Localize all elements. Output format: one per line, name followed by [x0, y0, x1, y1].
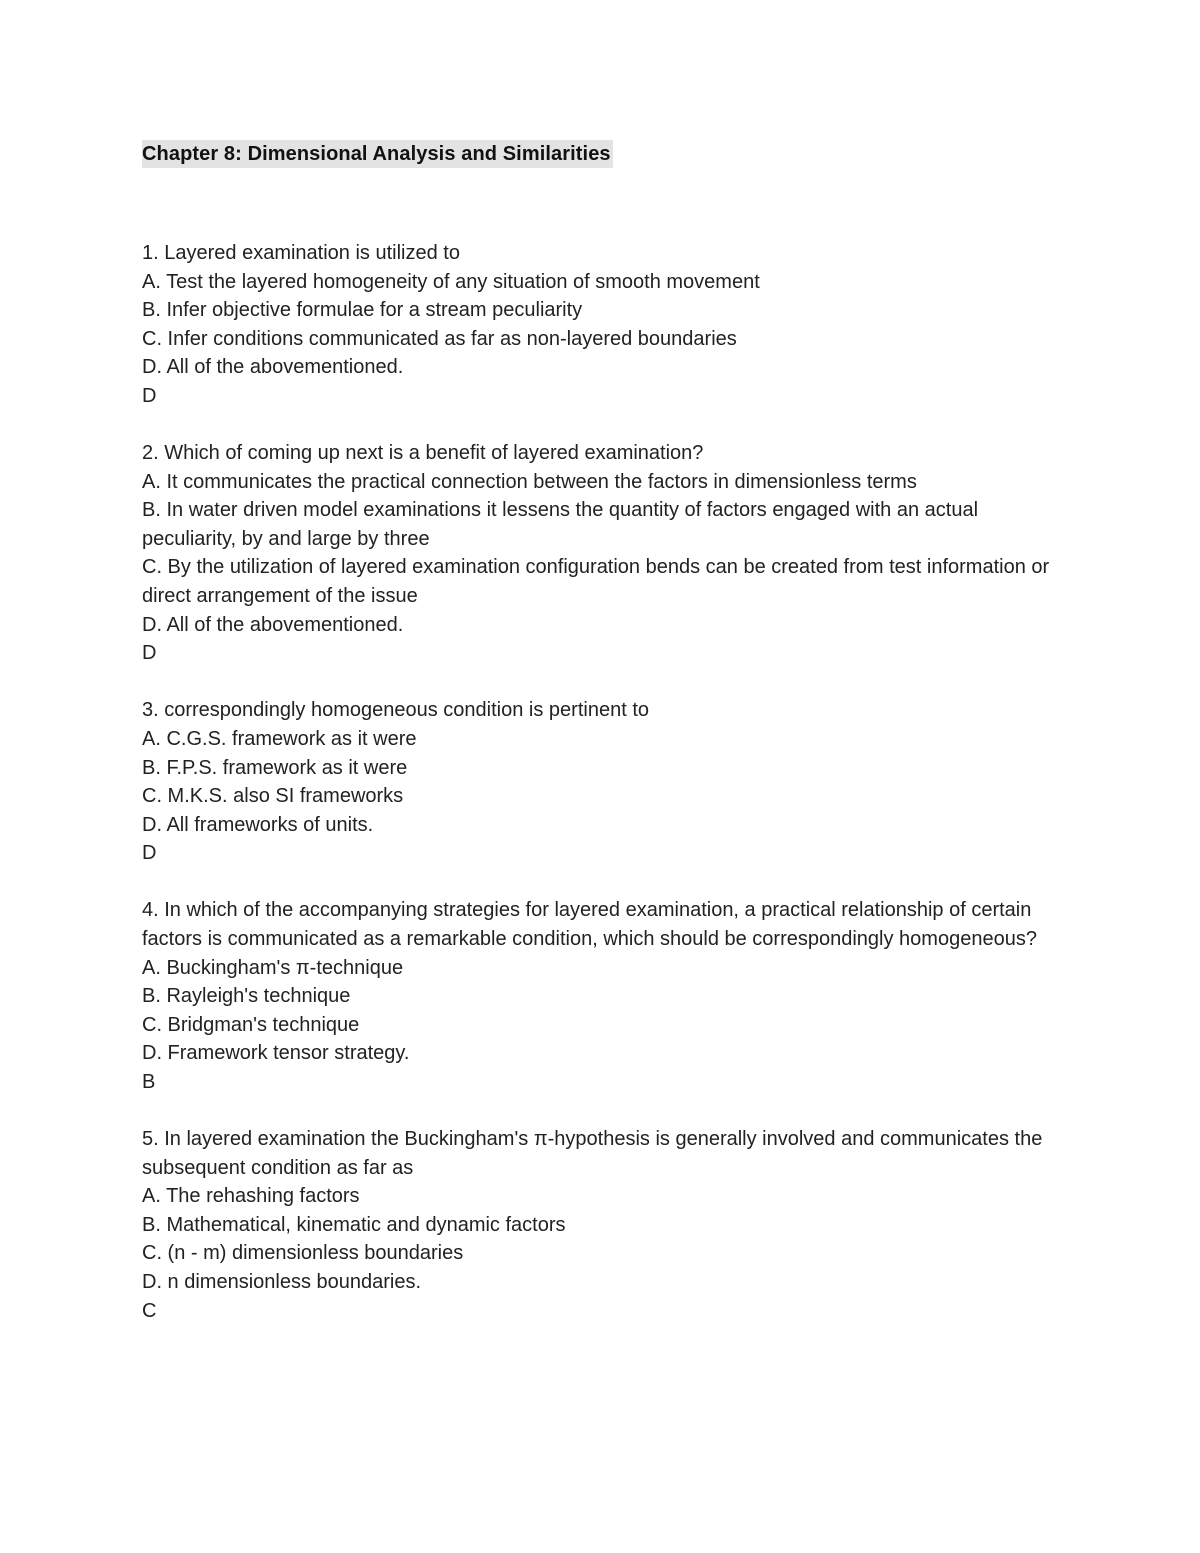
option-c: C. Bridgman's technique	[142, 1013, 360, 1036]
option-d: D. Framework tensor strategy.	[142, 1042, 410, 1065]
option-c: C. By the utilization of layered examination configuration bends can be created from test information or direct arrangement of the issue	[142, 556, 1050, 608]
answer: D	[142, 842, 157, 865]
option-d: D. n dimensionless boundaries.	[142, 1271, 422, 1293]
option-d: D. All of the abovementioned.	[142, 356, 404, 379]
option-b: B. Mathematical, kinematic and dynamic factors	[142, 1213, 566, 1236]
question-3	[142, 696, 1062, 868]
option-b: B. F.P.S. framework as it were	[142, 756, 408, 779]
question-stem: 2. Which of coming up next is a benefit of layered examination?	[142, 442, 704, 465]
option-a: A. The rehashing factors	[142, 1185, 360, 1208]
answer: B	[142, 1070, 156, 1093]
option-c: C. M.K.S. also SI frameworks	[142, 785, 404, 808]
option-a: A. C.G.S. framework as it were	[142, 727, 417, 750]
question-2	[142, 439, 1062, 668]
question-4	[142, 896, 1062, 1096]
option-b: B. In water driven model examinations it lessens the quantity of factors engaged with an actual peculiarity, by and large by three	[142, 499, 979, 550]
option-b: B. Rayleigh's technique	[142, 985, 351, 1008]
option-a: A. Test the layered homogeneity of any situation of smooth movement	[142, 270, 760, 293]
option-d: D. All frameworks of units.	[142, 813, 374, 836]
question-stem: 1. Layered examination is utilized to	[142, 242, 460, 264]
question-1	[142, 239, 1062, 411]
option-a: A. Buckingham's π-technique	[142, 956, 404, 979]
document-content	[142, 140, 1062, 1354]
option-c: C. Infer conditions communicated as far as non-layered boundaries	[142, 327, 737, 350]
question-5	[142, 1125, 1062, 1325]
question-stem: 5. In layered examination the Buckingham's π-hypothesis is generally involved and communicates the subsequent condition as far as	[142, 1128, 1043, 1179]
chapter-title: Chapter 8: Dimensional Analysis and Similarities	[142, 140, 613, 168]
answer: D	[142, 384, 157, 407]
option-c: C. (n - m) dimensionless boundaries	[142, 1242, 464, 1265]
answer: C	[142, 1299, 157, 1322]
answer: D	[142, 642, 157, 665]
question-stem: 3. correspondingly homogeneous condition is pertinent to	[142, 699, 649, 722]
option-a: A. It communicates the practical connection between the factors in dimensionless terms	[142, 470, 917, 493]
option-b: B. Infer objective formulae for a stream peculiarity	[142, 299, 583, 322]
option-d: D. All of the abovementioned.	[142, 613, 404, 636]
question-stem: 4. In which of the accompanying strategies for layered examination, a practical relationship of certain factors is communicated as a remarkable condition, which should be correspondingly homogeneous?	[142, 899, 1037, 950]
